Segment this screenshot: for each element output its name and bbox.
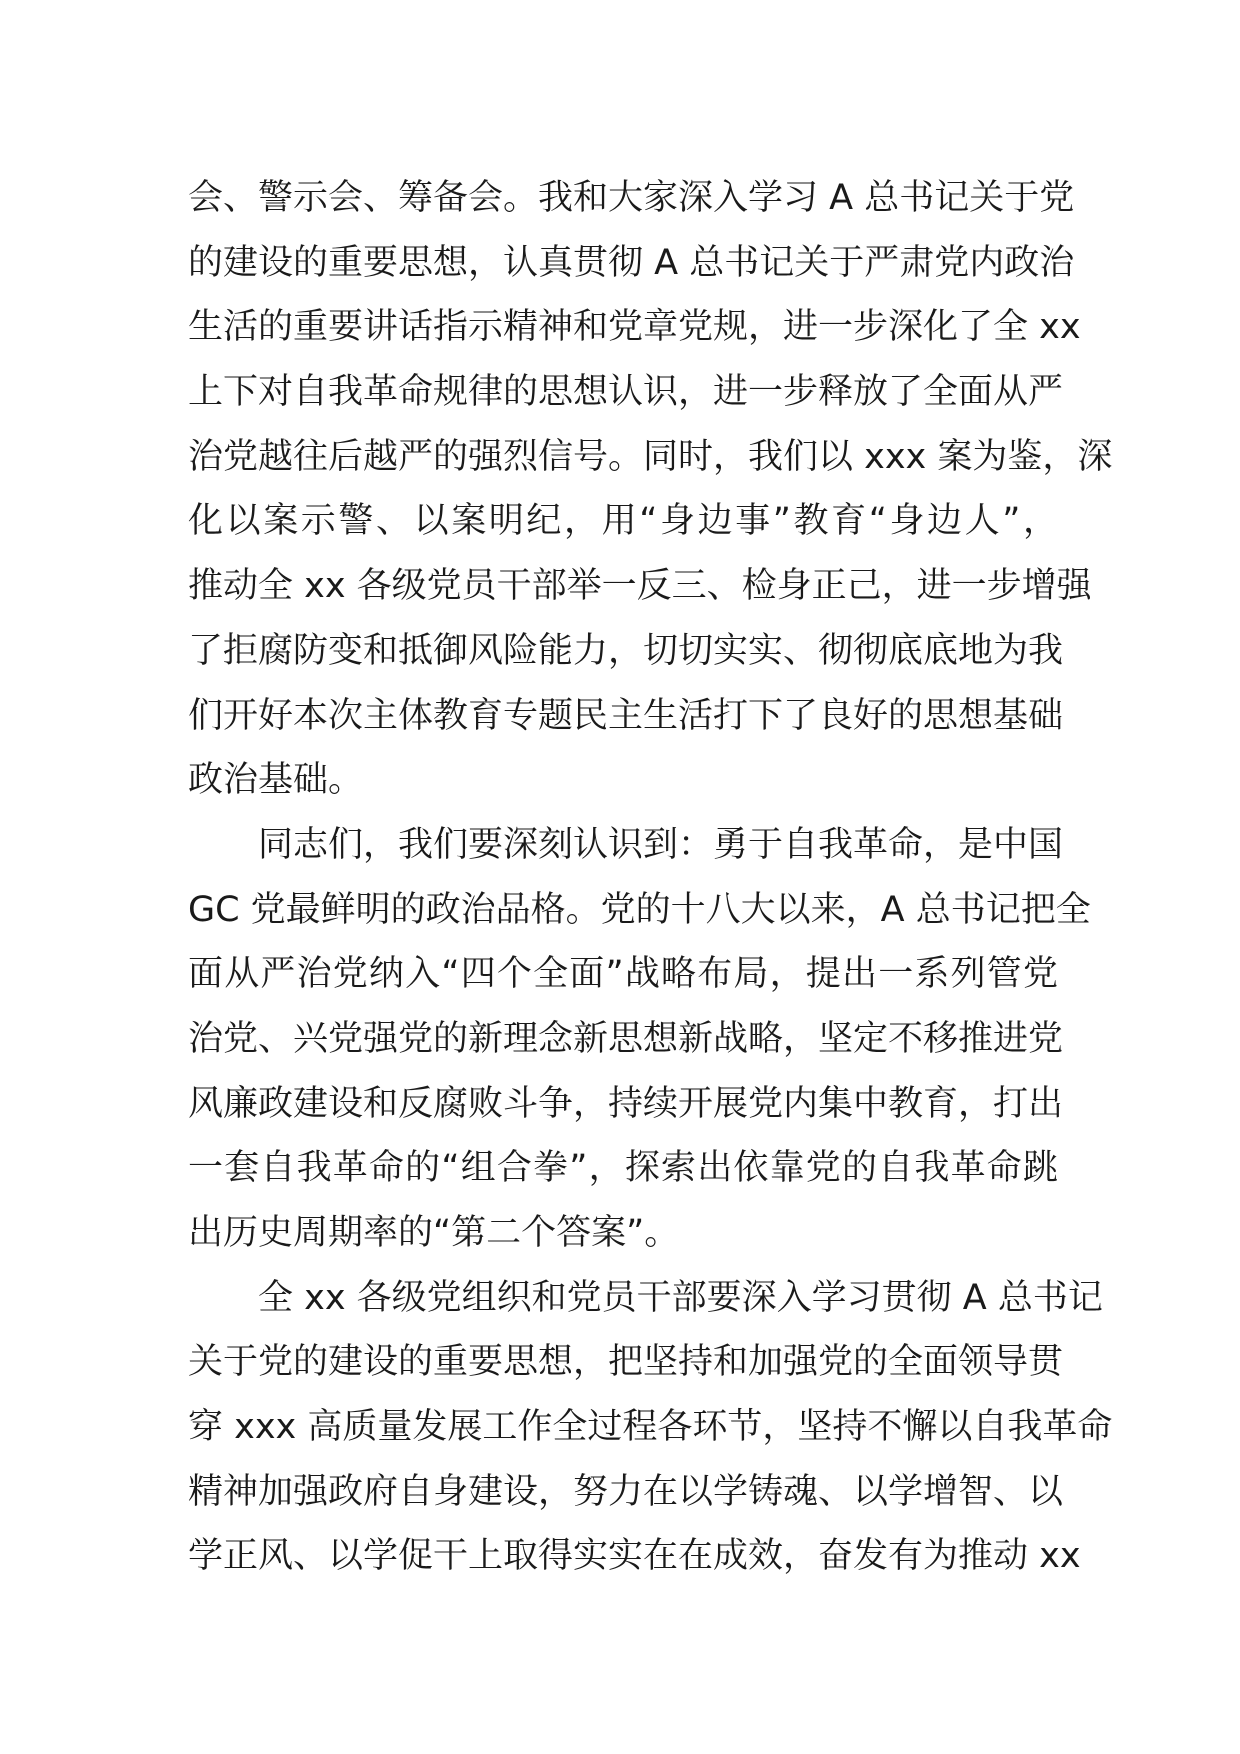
- paragraph: [188, 813, 1091, 1266]
- paragraph: [188, 166, 1113, 813]
- text-line: 推动全 xx 各级党员干部举一反三、检身正己，进一步增强: [188, 566, 1092, 607]
- text-line: 治党、兴党强党的新理念新思想新战略，坚定不移推进党: [188, 1018, 1064, 1059]
- text-line: 风廉政建设和反腐败斗争，持续开展党内集中教育，打出: [188, 1083, 1064, 1124]
- text-line: 们开好本次主体教育专题民主生活打下了良好的思想基础: [188, 695, 1064, 736]
- text-line: 政治基础。: [188, 760, 364, 801]
- text-line: 会、警示会、筹备会。我和大家深入学习 A 总书记关于党: [188, 178, 1075, 218]
- text-line: 关于党的建设的重要思想，把坚持和加强党的全面领导贯: [188, 1342, 1064, 1383]
- text-line: 上下对自我革命规律的思想认识，进一步释放了全面从严: [188, 372, 1064, 413]
- paragraph: [188, 1266, 1113, 1589]
- text-line: 出历史周期率的“第二个答案”。: [188, 1213, 680, 1253]
- text-line: 精神加强政府自身建设，努力在以学铸魂、以学增智、以: [188, 1471, 1064, 1512]
- text-line: 生活的重要讲话指示精神和党章党规，进一步深化了全 xx: [188, 307, 1081, 348]
- text-line: 治党越往后越严的强烈信号。同时，我们以 xxx 案为鉴，深: [188, 436, 1113, 477]
- text-line: 穿 xxx 高质量发展工作全过程各环节，坚持不懈以自我革命: [188, 1407, 1113, 1448]
- text-line: 一套自我革命的“组合拳”，探索出依靠党的自我革命跳: [188, 1148, 1058, 1189]
- text-line: 面从严治党纳入“四个全面”战略布局，提出一系列管党: [188, 954, 1058, 995]
- text-line: 学正风、以学促干上取得实实在在成效，奋发有为推动 xx: [188, 1536, 1081, 1577]
- text-line: 化以案示警、以案明纪，用“身边事”教育“身边人”，: [188, 501, 1058, 542]
- text-line: 的建设的重要思想，认真贯彻 A 总书记关于严肃党内政治: [188, 242, 1075, 283]
- text-line: 全 xx 各级党组织和党员干部要深入学习贯彻 A 总书记: [258, 1277, 1103, 1318]
- body-text: [188, 166, 1113, 1589]
- text-line: 同志们，我们要深刻认识到：勇于自我革命，是中国: [258, 824, 1064, 865]
- text-line: 了拒腐防变和抵御风险能力，切切实实、彻彻底底地为我: [188, 630, 1064, 671]
- text-line: GC 党最鲜明的政治品格。党的十八大以来，A 总书记把全: [188, 889, 1091, 930]
